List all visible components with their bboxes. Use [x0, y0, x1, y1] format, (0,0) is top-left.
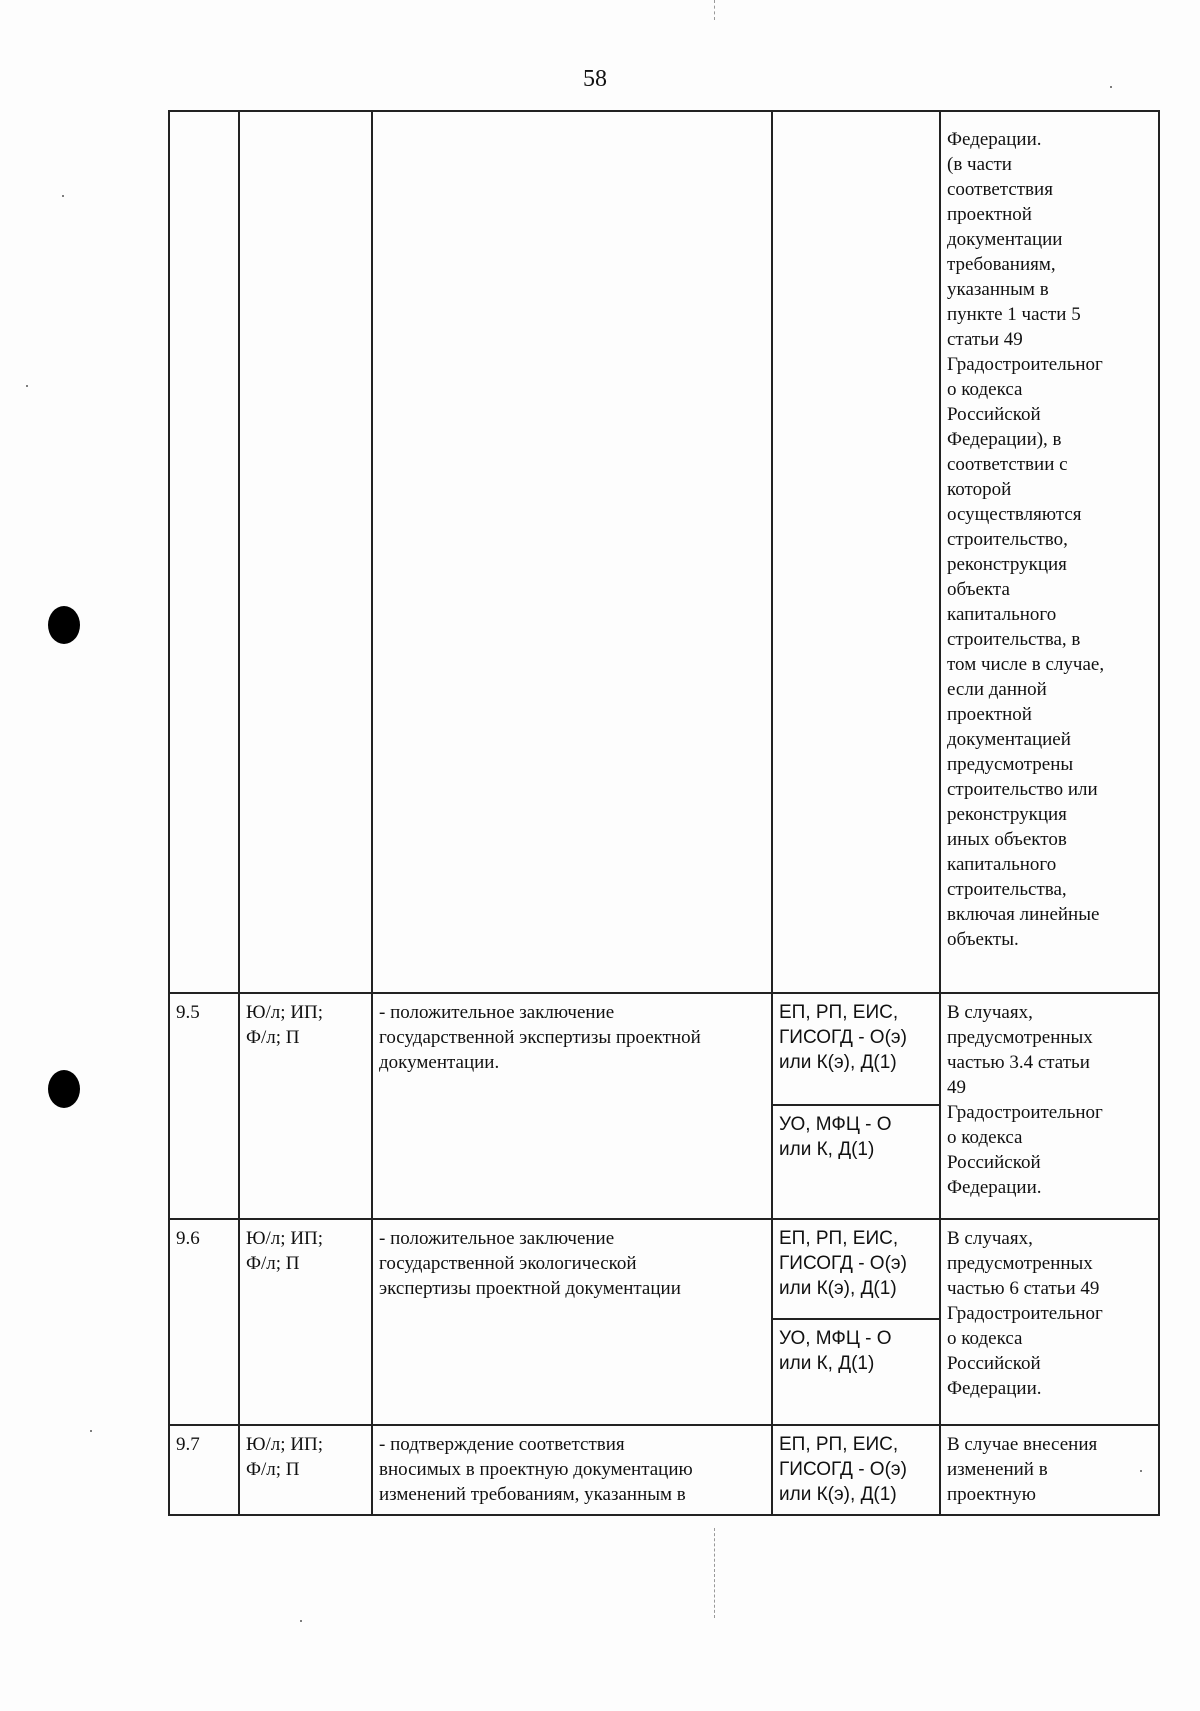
- cell-channel-electronic: ЕП, РП, ЕИС, ГИСОГД - О(э) или К(э), Д(1): [772, 993, 940, 1105]
- scan-speck: [90, 1430, 92, 1432]
- cell-channel-paper: УО, МФЦ - О или К, Д(1): [772, 1319, 940, 1425]
- scan-line: [714, 0, 715, 20]
- cell-channel-electronic: ЕП, РП, ЕИС, ГИСОГД - О(э) или К(э), Д(1): [772, 1219, 940, 1319]
- cell-applicant: [239, 111, 372, 993]
- punch-hole-bottom: [48, 1070, 80, 1108]
- cell-note: В случаях, предусмотренных частью 6 статьи 49 Градостроительног о кодекса Российской Федерации.: [940, 1219, 1159, 1425]
- cell-applicant: Ю/л; ИП; Ф/л; П: [239, 1219, 372, 1425]
- table-row: [169, 1219, 1159, 1319]
- cell-num: 9.5: [169, 993, 239, 1219]
- documents-table: [168, 110, 1160, 1516]
- cell-applicant: Ю/л; ИП; Ф/л; П: [239, 993, 372, 1219]
- cell-channel: [772, 111, 940, 993]
- scan-speck: [300, 1620, 302, 1622]
- cell-document: - подтверждение соответствия вносимых в проектную документацию изменений требованиям, указанным в: [372, 1425, 772, 1515]
- cell-note: Федерации. (в части соответствия проектной документации требованиям, указанным в пункте 1 части 5 статьи 49 Градостроительног о кодекса Российской Федерации), в соответствии с которой осуществляются строительство, реконструкция объекта капитального строительства, в том числе в случае, если данной проектной документацией предусмотрены строительство или реконструкция иных объектов капитального строительства, включая линейные объекты.: [940, 111, 1159, 993]
- cell-document: - положительное заключение государственной экологической экспертизы проектной документации: [372, 1219, 772, 1425]
- page-number: 58: [583, 66, 607, 92]
- table-row: [169, 993, 1159, 1105]
- table-row: [169, 1425, 1159, 1515]
- scan-speck: [62, 195, 64, 197]
- cell-note: В случаях, предусмотренных частью 3.4 статьи 49 Градостроительног о кодекса Российской Федерации.: [940, 993, 1159, 1219]
- cell-num: [169, 111, 239, 993]
- cell-num: 9.6: [169, 1219, 239, 1425]
- cell-document: - положительное заключение государственной экспертизы проектной документации.: [372, 993, 772, 1219]
- cell-channel-paper: УО, МФЦ - О или К, Д(1): [772, 1105, 940, 1219]
- punch-hole-top: [48, 606, 80, 644]
- scan-speck: [1110, 86, 1112, 88]
- scan-line: [714, 1528, 715, 1618]
- scan-speck: [26, 385, 28, 387]
- cell-num: 9.7: [169, 1425, 239, 1515]
- cell-channel-electronic: ЕП, РП, ЕИС, ГИСОГД - О(э) или К(э), Д(1): [772, 1425, 940, 1515]
- cell-note: В случае внесения изменений в проектную: [940, 1425, 1159, 1515]
- cell-document: [372, 111, 772, 993]
- cell-applicant: Ю/л; ИП; Ф/л; П: [239, 1425, 372, 1515]
- table-row-continuation: [169, 111, 1159, 993]
